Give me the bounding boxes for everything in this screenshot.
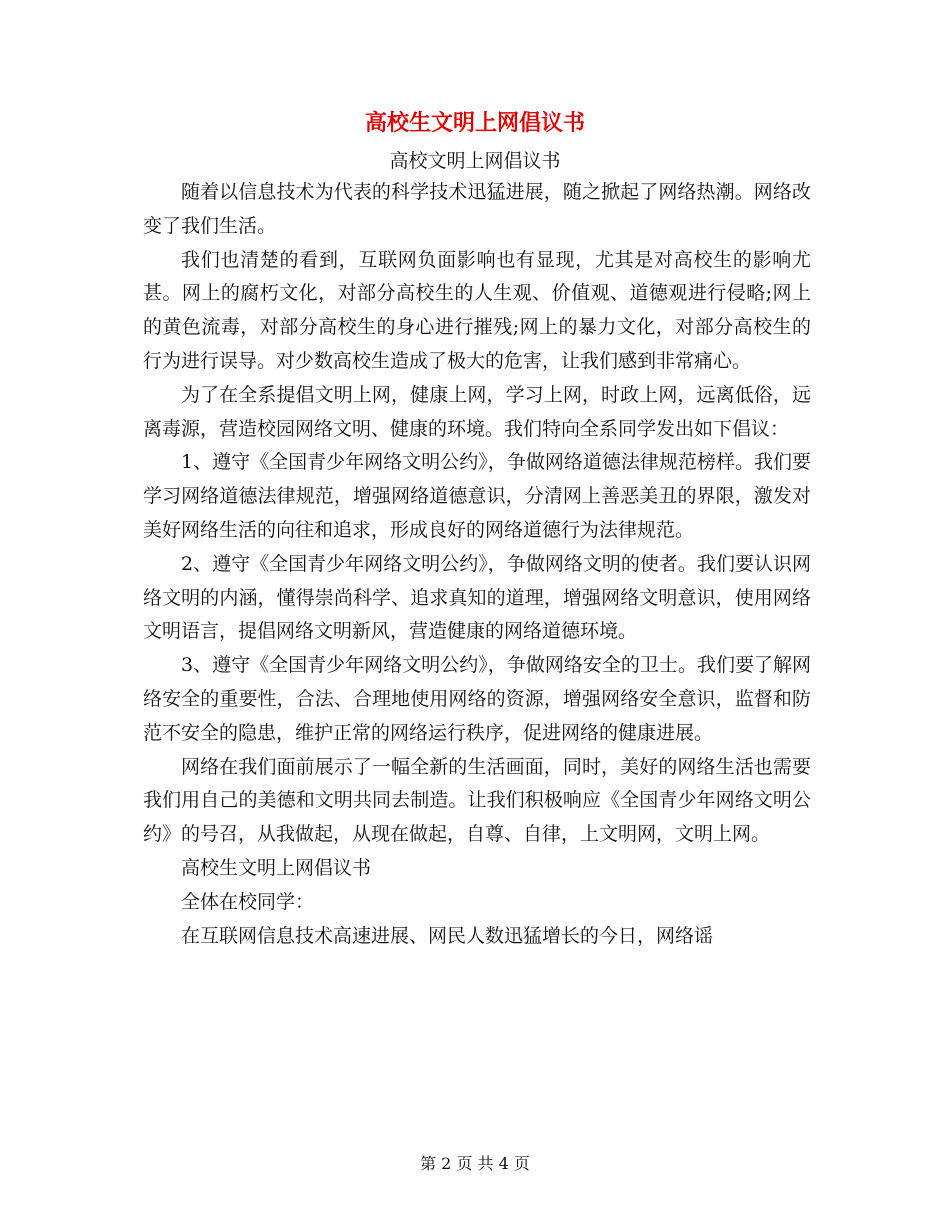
paragraph-continuation: 在互联网信息技术高速进展、网民人数迅猛增长的今日，网络谣 — [181, 924, 714, 947]
paragraph-closing: 网络在我们面前展示了一幅全新的生活画面，同时，美好的网络生活也需要我们用自己的美德和文明共同去制造。让我们积极响应《全国青少年网络文明公约》的号召，从我做起，从现在做起，自尊、自律，上文明网，文明上网。 — [143, 755, 811, 846]
document-body — [143, 176, 811, 953]
document-title: 高校生文明上网倡议书 — [364, 111, 585, 136]
paragraph-negative-impact: 我们也清楚的看到，互联网负面影响也有显现，尤其是对高校生的影响尤甚。网上的腐朽文化，对部分高校生的人生观、价值观、道德观进行侵略;网上的黄色流毒，对部分高校生的身心进行摧残;网上的暴力文化，对部分高校生的行为进行误导。对少数高校生造成了极大的危害，让我们感到非常痛心。 — [143, 248, 811, 372]
paragraph-intro: 随着以信息技术为代表的科学技术迅猛进展，随之掀起了网络热潮。网络改变了我们生活。 — [143, 181, 811, 237]
paragraph-second-title: 高校生文明上网倡议书 — [181, 856, 372, 879]
paragraph-item-1: 1、遵守《全国青少年网络文明公约》，争做网络道德法律规范榜样。我们要学习网络道德法律规范，增强网络道德意识，分清网上善恶美丑的界限，激发对美好网络生活的向往和追求，形成良好的网络道德行为法律规范。 — [143, 451, 811, 541]
paragraph-item-2: 2、遵守《全国青少年网络文明公约》，争做网络文明的使者。我们要认识网络文明的内涵，懂得崇尚科学、追求真知的道理，增强网络文明意识，使用网络文明语言，提倡网络文明新风，营造健康的网络道德环境。 — [143, 552, 811, 643]
paragraph-item-3: 3、遵守《全国青少年网络文明公约》，争做网络安全的卫士。我们要了解网络安全的重要性，合法、合理地使用网络的资源，增强网络安全意识，监督和防范不安全的隐患，维护正常的网络运行秩序，促进网络的健康进展。 — [143, 654, 811, 744]
paragraph-salutation: 全体在校同学： — [181, 890, 315, 913]
document-subtitle: 高校文明上网倡议书 — [389, 150, 561, 172]
paragraph-proposal: 为了在全系提倡文明上网，健康上网，学习上网，时政上网，远离低俗，远离毒源，营造校园网络文明、健康的环境。我们特向全系同学发出如下倡议： — [143, 383, 811, 440]
page-footer: 第 2 页 共 4 页 — [420, 1154, 530, 1173]
